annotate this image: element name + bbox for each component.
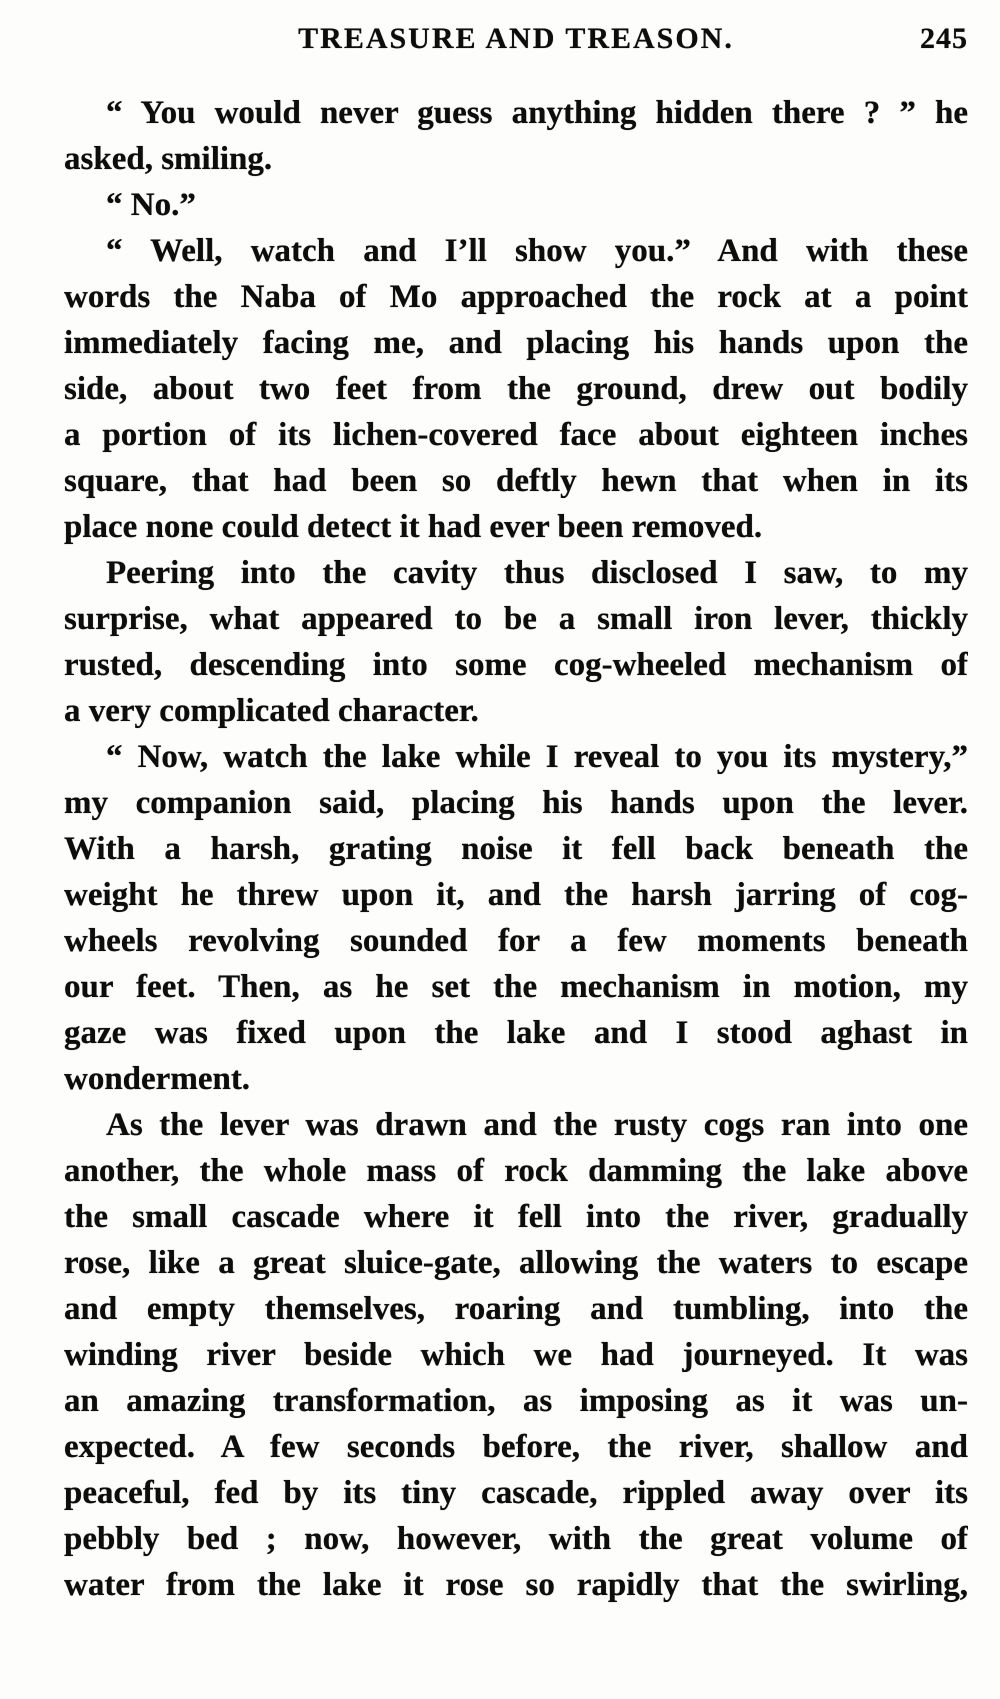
text-line: immediately facing me, and placing his hands upon the xyxy=(64,325,968,361)
text-line: a very complicated character. xyxy=(64,693,479,729)
text-line: “ No.” xyxy=(106,187,196,223)
paragraph xyxy=(64,1102,968,1608)
running-title: TREASURE AND TREASON. xyxy=(298,22,734,55)
text-line: “ Well, watch and I’ll show you.” And with these xyxy=(106,233,968,269)
text-line: rose, like a great sluice-gate, allowing the waters to escape xyxy=(64,1245,968,1281)
text-line: gaze was fixed upon the lake and I stood aghast in xyxy=(64,1015,968,1051)
text-line: pebbly bed ; now, however, with the great volume of xyxy=(64,1521,968,1557)
text-line: the small cascade where it fell into the river, gradually xyxy=(64,1199,968,1235)
text-line: “ Now, watch the lake while I reveal to you its mystery,” xyxy=(106,739,968,775)
text-line: place none could detect it had ever been removed. xyxy=(64,509,763,545)
text-line: square, that had been so deftly hewn that when in its xyxy=(64,463,968,499)
text-line: As the lever was drawn and the rusty cogs ran into one xyxy=(106,1107,968,1143)
text-line: Peering into the cavity thus disclosed I saw, to my xyxy=(106,555,968,591)
text-line: side, about two feet from the ground, drew out bodily xyxy=(64,371,968,407)
paragraph xyxy=(64,734,968,1102)
paragraph xyxy=(64,228,968,550)
text-line: surprise, what appeared to be a small iron lever, thickly xyxy=(64,601,968,637)
text-line: another, the whole mass of rock damming the lake above xyxy=(64,1153,968,1189)
text-line: a portion of its lichen-covered face about eighteen inches xyxy=(64,417,968,453)
text-line: expected. A few seconds before, the river, shallow and xyxy=(64,1429,968,1465)
body-text xyxy=(64,90,968,1608)
text-line: With a harsh, grating noise it fell back beneath the xyxy=(64,831,968,867)
text-line: “ You would never guess anything hidden there ? ” he xyxy=(106,95,968,131)
page-header xyxy=(64,22,968,64)
text-line: wheels revolving sounded for a few moments beneath xyxy=(64,923,968,959)
text-line: rusted, descending into some cog-wheeled mechanism of xyxy=(64,647,968,683)
text-line: asked, smiling. xyxy=(64,141,273,177)
text-line: and empty themselves, roaring and tumbling, into the xyxy=(64,1291,968,1327)
text-line: my companion said, placing his hands upon the lever. xyxy=(64,785,968,821)
text-line: peaceful, fed by its tiny cascade, rippled away over its xyxy=(64,1475,968,1511)
text-line: an amazing transformation, as imposing as it was un- xyxy=(64,1383,968,1419)
text-line: winding river beside which we had journeyed. It was xyxy=(64,1337,968,1373)
paragraph xyxy=(64,90,968,182)
text-line: our feet. Then, as he set the mechanism in motion, my xyxy=(64,969,968,1005)
paragraph xyxy=(64,182,968,228)
paragraph xyxy=(64,550,968,734)
text-line: weight he threw upon it, and the harsh jarring of cog- xyxy=(64,877,968,913)
text-line: wonderment. xyxy=(64,1061,251,1097)
text-line: water from the lake it rose so rapidly that the swirling, xyxy=(64,1567,968,1603)
text-line: words the Naba of Mo approached the rock at a point xyxy=(64,279,968,315)
page-number: 245 xyxy=(920,22,968,55)
